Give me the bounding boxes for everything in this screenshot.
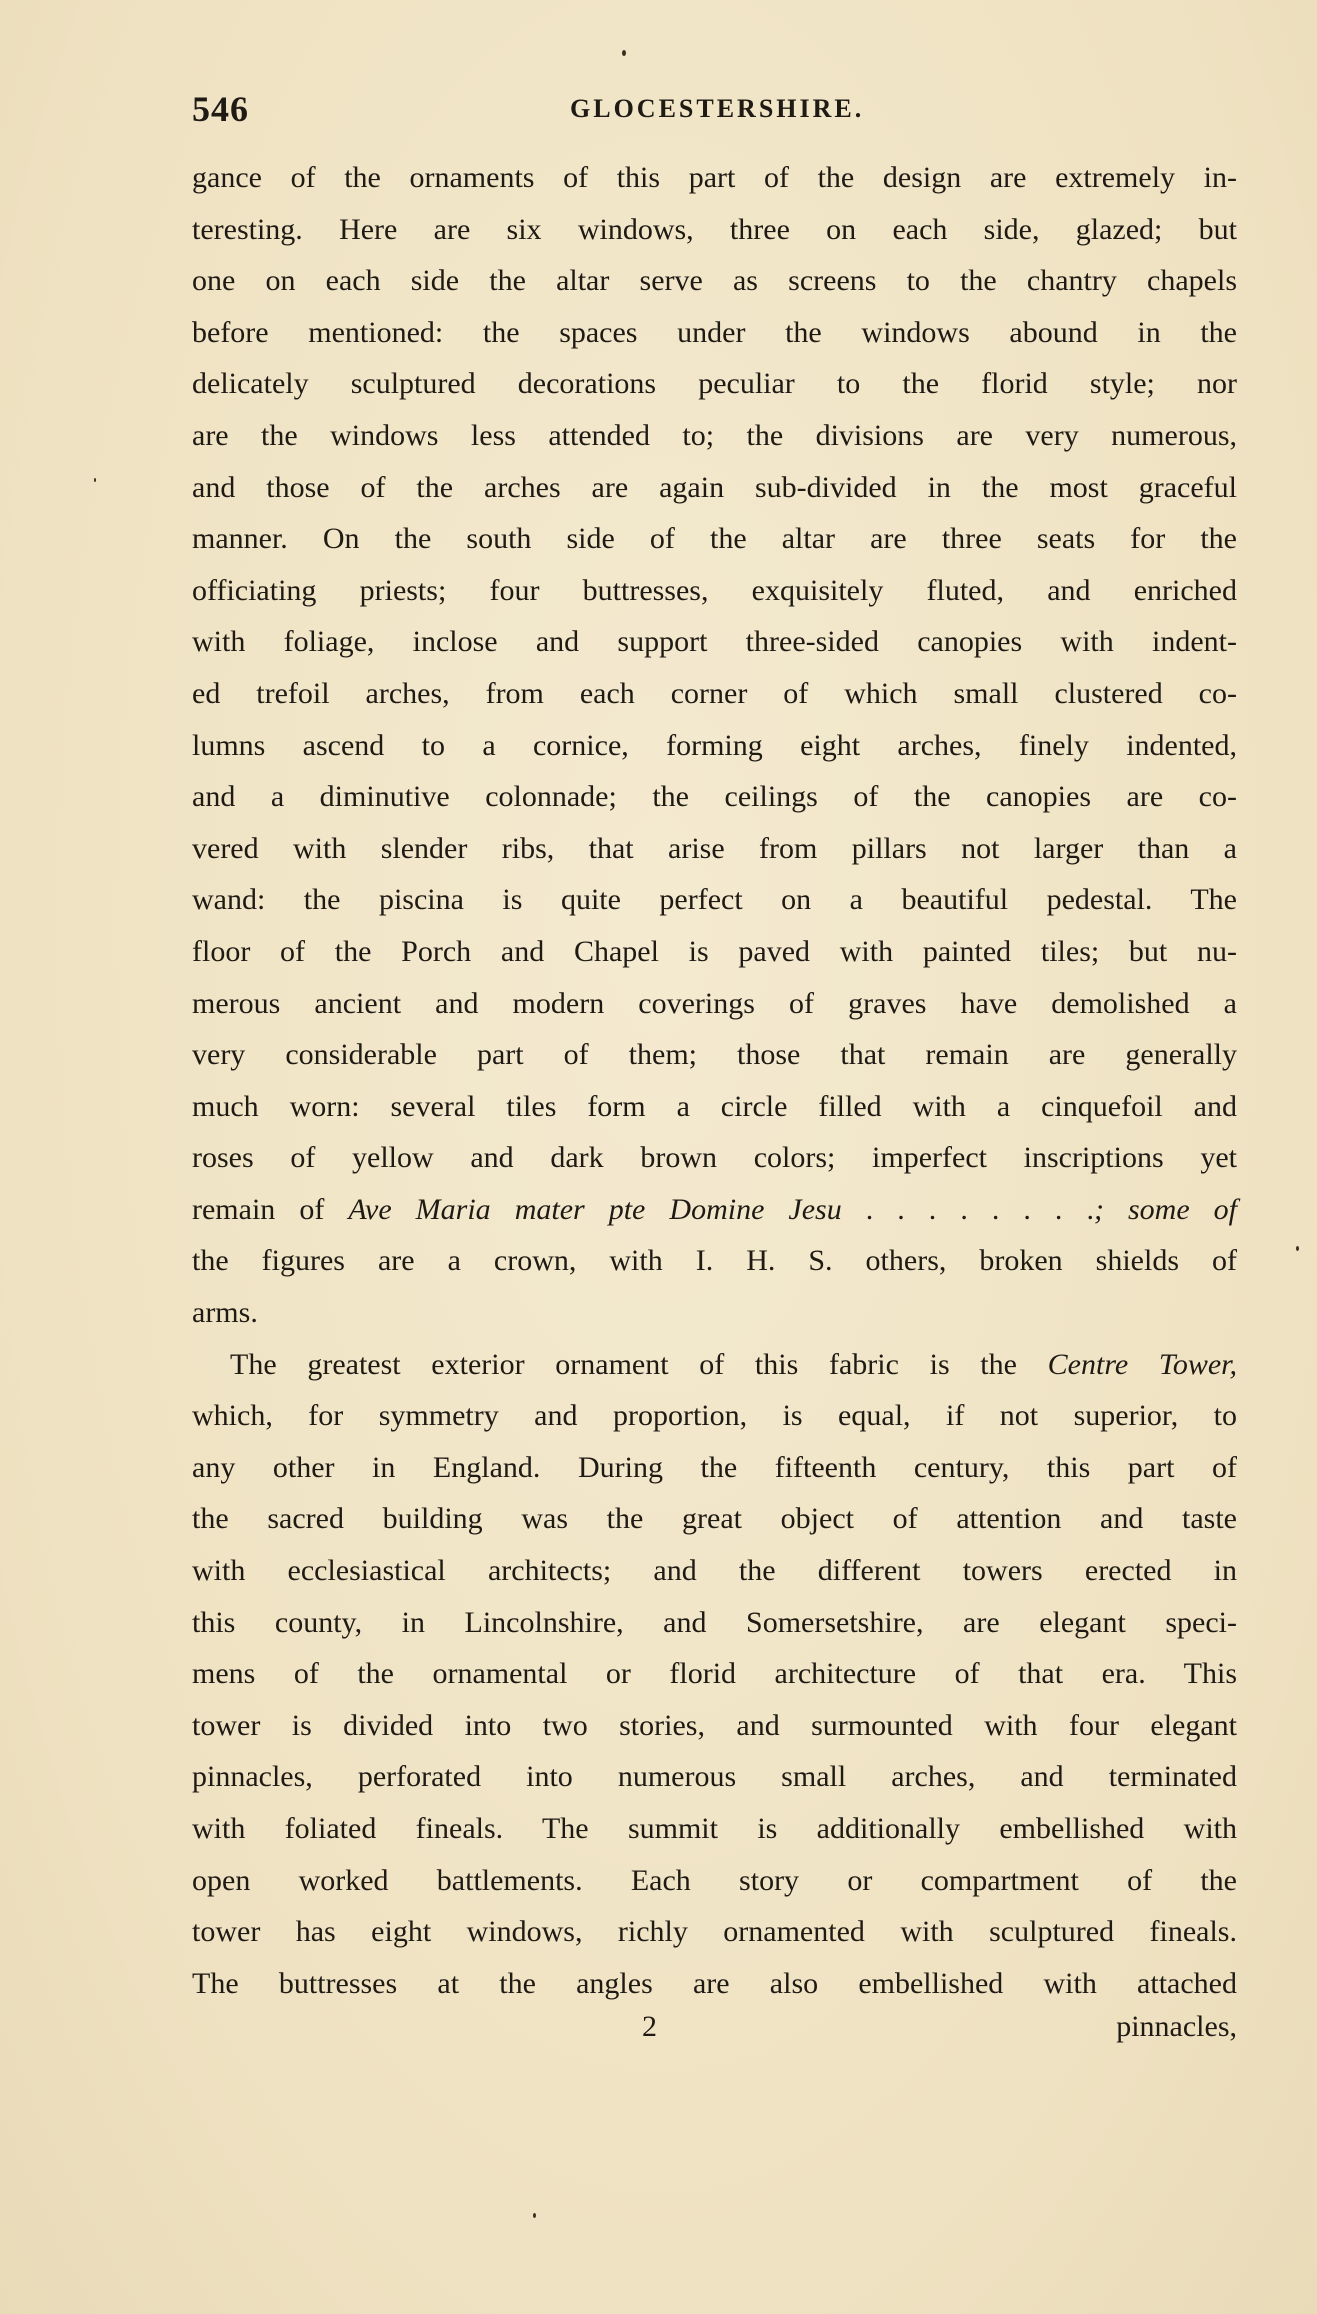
text-line: teresting. Here are six windows, three on each side, glazed; but [192,212,1237,246]
text-line: gance of the ornaments of this part of the design are extremely in- [192,161,1237,194]
text-line: very considerable part of them; those that remain are generally [192,1038,1237,1072]
text-line: wand: the piscina is quite perfect on a beautiful pedestal. The [192,883,1237,917]
text-line: with ecclesiastical architects; and the different towers erected in [192,1554,1237,1588]
text-line: mens of the ornamental or florid architecture of that era. This [192,1657,1237,1691]
text-line: the figures are a crown, with I. H. S. others, broken shields of [192,1244,1237,1278]
text-line: tower is divided into two stories, and surmounted with four elegant [192,1708,1237,1742]
ink-speck [533,2213,536,2218]
text-line: and a diminutive colonnade; the ceilings of the canopies are co- [192,780,1237,814]
text-line: any other in England. During the fifteenth century, this part of [192,1450,1237,1484]
page-header [192,88,1237,138]
text-line: merous ancient and modern coverings of graves have demolished a [192,986,1237,1020]
text-line: The buttresses at the angles are also embellished with attached [192,1966,1237,2000]
inscription-line [192,1184,1237,1236]
tower-line [192,1339,1237,1391]
ink-speck [1296,1246,1299,1251]
text-line: arms. [192,1296,258,1330]
inscription-dots: . . . . . . . . [841,1192,1094,1226]
text-line: roses of yellow and dark brown colors; imperfect inscriptions yet [192,1141,1237,1175]
inscription-after: ; some of [1093,1192,1238,1226]
ink-speck [622,50,626,56]
catchword: pinnacles, [1116,2010,1237,2043]
tower-italic: Centre Tower, [1047,1347,1237,1381]
inscription-before: remain of [192,1192,349,1226]
signature-mark: 2 [642,2010,657,2043]
text-line: with foliage, inclose and support three-sided canopies with indent- [192,625,1237,659]
text-line: manner. On the south side of the altar are three seats for the [192,522,1237,556]
text-line: the sacred building was the great object of attention and taste [192,1502,1237,1536]
text-line: are the windows less attended to; the divisions are very numerous, [192,418,1237,452]
text-line: open worked battlements. Each story or compartment of the [192,1863,1237,1897]
text-line: floor of the Porch and Chapel is paved with painted tiles; but nu- [192,934,1237,968]
page-number: 546 [192,89,249,129]
ink-speck [94,478,96,482]
text-line: lumns ascend to a cornice, forming eight arches, finely indented, [192,728,1237,762]
text-line: one on each side the altar serve as screens to the chantry chapels [192,264,1237,298]
text-line: much worn: several tiles form a circle filled with a cinquefoil and [192,1089,1237,1123]
text-line: with foliated fineals. The summit is additionally embellished with [192,1812,1237,1845]
page-footer [192,2010,1237,2062]
body-text [192,152,1237,2009]
text-line: officiating priests; four buttresses, exquisitely fluted, and enriched [192,573,1237,607]
text-line: pinnacles, perforated into numerous small arches, and terminated [192,1760,1237,1794]
text-line: vered with slender ribs, that arise from pillars not larger than a [192,831,1237,865]
inscription-italic: Ave Maria mater pte Domine Jesu [348,1192,842,1226]
text-line: tower has eight windows, richly ornamented with sculptured fineals. [192,1915,1237,1949]
text-line: delicately sculptured decorations peculiar to the florid style; nor [192,367,1237,401]
text-line: ed trefoil arches, from each corner of which small clustered co- [192,676,1237,710]
running-title: GLOCESTERSHIRE. [570,94,865,123]
text-line: which, for symmetry and proportion, is equal, if not superior, to [192,1399,1237,1433]
text-line: and those of the arches are again sub-divided in the most graceful [192,470,1237,504]
tower-before: The greatest exterior ornament of this fabric is the [230,1347,1048,1381]
text-line: before mentioned: the spaces under the windows abound in the [192,315,1237,349]
text-line: this county, in Lincolnshire, and Somersetshire, are elegant speci- [192,1605,1237,1639]
